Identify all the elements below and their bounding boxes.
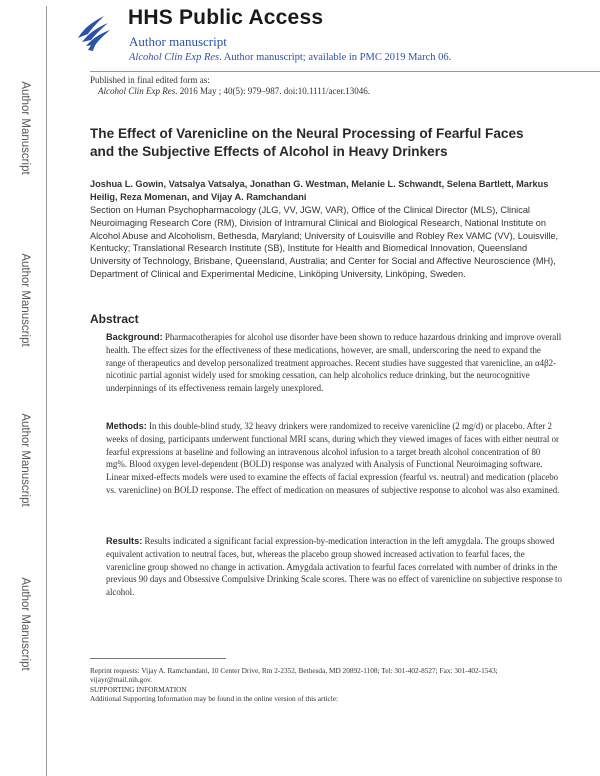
hhs-public-access-title: HHS Public Access bbox=[128, 6, 324, 29]
supporting-info-note: Additional Supporting Information may be found in the online version of this article: bbox=[90, 694, 339, 704]
reprint-requests: Reprint requests: Vijay A. Ramchandani, 10 Center Drive, Rm 2-2352, Bethesda, MD 20892-1108; Tel: 301-402-8527; Fax: 301-402-1543; vijayr@mail.nih.gov. bbox=[90, 666, 498, 685]
sidebar-label: Author Manuscript bbox=[19, 252, 31, 347]
author-manuscript-sidebar bbox=[0, 0, 58, 776]
header-rule bbox=[90, 71, 600, 72]
abstract-results: Results: Results indicated a significant facial expression-by-medication interaction in the left amygdala. The groups showed equivalent activation to neutral faces, but, whereas the placebo group showed increased activation to fearful faces, the varenicline group showed no change in activation. Amygdala activation to fearful faces correlated with number of drinks in the previous 90 days and Obsessive Compulsive Drinking Scale scores. There was no effect of varenicline on subjective response to alcohol. bbox=[106, 536, 562, 598]
footnote-rule bbox=[90, 658, 226, 659]
article-title: The Effect of Varenicline on the Neural Processing of Fearful Faces and the Subjective Effects of Alcohol in Heavy Drinkers bbox=[90, 126, 524, 159]
supporting-info-heading: SUPPORTING INFORMATION bbox=[90, 684, 187, 694]
footnotes bbox=[90, 666, 560, 704]
abstract-heading: Abstract bbox=[90, 312, 139, 326]
author-list: Joshua L. Gowin, Vatsalya Vatsalya, Jonathan G. Westman, Melanie L. Schwandt, Selena Bartlett, Markus Heilig, Reza Momenan, and Vijay A. Ramchandani bbox=[90, 179, 549, 202]
sidebar-divider bbox=[46, 6, 47, 776]
abstract-methods: Methods: In this double-blind study, 32 heavy drinkers were randomized to receive varenicline (2 mg/d) or placebo. After 2 weeks of dosing, participants underwent functional MRI scans, during which they viewed images of faces with either neutral or fearful expressions at baseline and following an intravenous alcohol infusion to a target breath alcohol concentration of 80 mg%. Blood oxygen level-dependent (BOLD) response was analyzed with Analysis of Functional Neuroimaging software. Linear mixed-effects models were used to examine the effects of facial expression (fearful vs. neutral) and medication (placebo vs. varenicline) on BOLD response. The effect of medication on measures of subjective response to alcohol was also examined. bbox=[106, 421, 560, 495]
published-info: Published in final edited form as: Alcohol Clin Exp Res. 2016 May ; 40(5): 979–987. doi:10.1111/acer.13046. bbox=[90, 75, 370, 96]
sidebar-label: Author Manuscript bbox=[19, 80, 31, 175]
citation: Alcohol Clin Exp Res. 2016 May ; 40(5): 979–987. doi:10.1111/acer.13046. bbox=[98, 86, 370, 96]
affiliations: Section on Human Psychopharmacology (JLG, VV, JGW, VAR), Office of the Clinical Director (MLS), Clinical Neuroimaging Research Core (RM), Division of Intramural Clinical and Biological Research, National Institute on Alcohol Abuse and Alcoholism, Bethesda, Maryland; University of Louisville and Robley Rex VAMC (VV), Louisville, Kentucky; Translational Research Institute (SB), Institute for Health and Biomedical Innovation, Queensland University of Technology, Brisbane, Queensland, Australia; and Center for Social and Affective Neuroscience (MH), Department of Clinical and Experimental Medicine, Linköping University, Linköping, Sweden. bbox=[90, 205, 559, 279]
hhs-eagle-logo-icon bbox=[74, 8, 114, 56]
author-manuscript-label: Author manuscript bbox=[129, 34, 227, 49]
abstract-background: Background: Pharmacotherapies for alcohol use disorder have been shown to reduce hazardous drinking and improve overall health. The effect sizes for the effectiveness of these medications, however, are small, underscoring the need to expand the range of therapeutics and develop personalized treatment approaches. Recent studies have suggested that varenicline, an α4β2-nicotinic partial agonist widely used for smoking cessation, can help alcoholics reduce drinking, but the neurocognitive underpinnings of its effectiveness remain largely unexplored. bbox=[106, 332, 562, 394]
sidebar-label: Author Manuscript bbox=[19, 576, 31, 671]
sidebar-label: Author Manuscript bbox=[19, 412, 31, 507]
manuscript-availability: Alcohol Clin Exp Res. Author manuscript; available in PMC 2019 March 06. bbox=[129, 52, 452, 63]
